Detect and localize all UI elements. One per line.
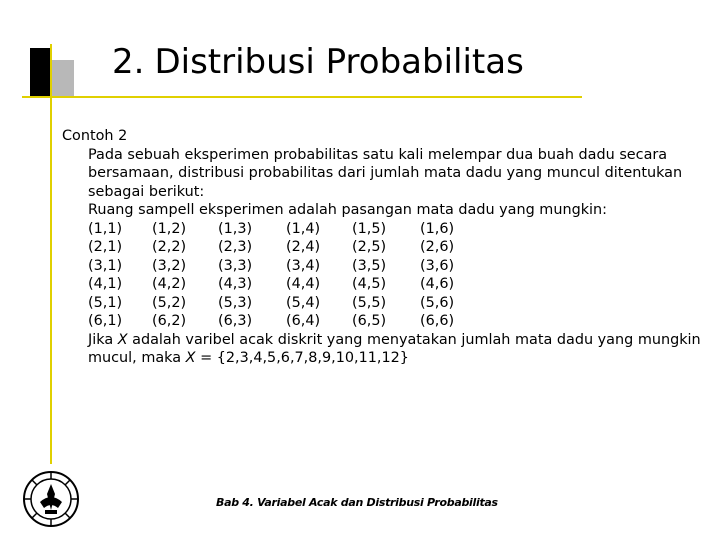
sample-space-cell: (3,6) — [420, 257, 455, 274]
conclusion-mid: adalah varibel acak diskrit yang menyatakan jumlah mata dadu yang mungkin mucul, maka — [88, 331, 701, 366]
conclusion-post: = {2,3,4,5,6,7,8,9,10,11,12} — [195, 350, 409, 366]
sample-space-cell: (1,3) — [218, 220, 253, 237]
sample-space-cell: (4,4) — [286, 276, 321, 292]
sample-space-cell: (6,4) — [286, 313, 321, 329]
example-heading: Contoh 2 — [62, 128, 128, 144]
footer-text: Bab 4. Variabel Acak dan Distribusi Probabilitas — [216, 496, 498, 509]
decorative-vertical-line — [50, 44, 52, 464]
university-seal-icon — [22, 470, 80, 528]
sample-space-cell: (5,5) — [352, 294, 387, 311]
variable-x: X — [117, 331, 128, 348]
sample-space-cell: (5,1) — [88, 294, 123, 311]
conclusion-pre: Jika — [88, 331, 118, 348]
sample-space-cell: (1,2) — [152, 220, 187, 237]
sample-space-cell: (2,1) — [88, 239, 123, 255]
slide-content — [62, 127, 702, 368]
sample-space-cell: (2,6) — [420, 239, 455, 255]
sample-space-cell: (6,2) — [152, 313, 187, 329]
sample-space-cell: (2,5) — [352, 239, 387, 255]
sample-space-cell: (3,3) — [218, 257, 253, 274]
paragraph-experiment: Pada sebuah eksperimen probabilitas satu kali melempar dua buah dadu secara bersamaan, distribusi probabilitas dari jumlah mata dadu yang muncul ditentukan sebagai berikut: — [88, 146, 683, 200]
sample-space-cell: (1,4) — [286, 220, 321, 237]
sample-space-cell: (4,6) — [420, 276, 455, 292]
sample-space-cell: (6,6) — [420, 313, 455, 329]
sample-space-cell: (2,2) — [152, 239, 187, 255]
slide-title — [112, 42, 524, 82]
sample-space-cell: (5,3) — [218, 294, 253, 311]
sample-space-grid — [88, 220, 702, 331]
title-text: Distribusi Probabilitas — [154, 42, 524, 82]
decorative-square-black — [30, 48, 52, 98]
sample-space-cell: (6,3) — [218, 313, 253, 329]
sample-space-cell: (3,4) — [286, 257, 321, 274]
sample-space-cell: (1,6) — [420, 220, 455, 237]
example-body — [62, 146, 702, 368]
sample-space-cell: (4,2) — [152, 276, 187, 292]
decorative-horizontal-line — [22, 96, 582, 98]
sample-space-cell: (1,5) — [352, 220, 387, 237]
paragraph-sample-space: Ruang sampell eksperimen adalah pasangan mata dadu yang mungkin: — [88, 202, 608, 218]
sample-space-cell: (6,5) — [352, 313, 387, 329]
variable-x-2: X — [185, 350, 196, 366]
sample-space-cell: (1,1) — [88, 220, 123, 237]
title-number: 2. — [112, 42, 145, 82]
sample-space-cell: (4,5) — [352, 276, 387, 292]
sample-space-cell: (4,1) — [88, 276, 123, 292]
paragraph-conclusion — [88, 331, 702, 368]
sample-space-cell: (5,2) — [152, 294, 187, 311]
sample-space-cell: (2,4) — [286, 239, 321, 255]
sample-space-cell: (3,5) — [352, 257, 387, 274]
sample-space-cell: (6,1) — [88, 313, 123, 329]
sample-space-cell: (2,3) — [218, 239, 253, 255]
sample-space-cell: (3,2) — [152, 257, 187, 274]
sample-space-cell: (4,3) — [218, 276, 253, 292]
sample-space-cell: (5,4) — [286, 294, 321, 311]
sample-space-cell: (3,1) — [88, 257, 123, 274]
sample-space-cell: (5,6) — [420, 294, 455, 311]
